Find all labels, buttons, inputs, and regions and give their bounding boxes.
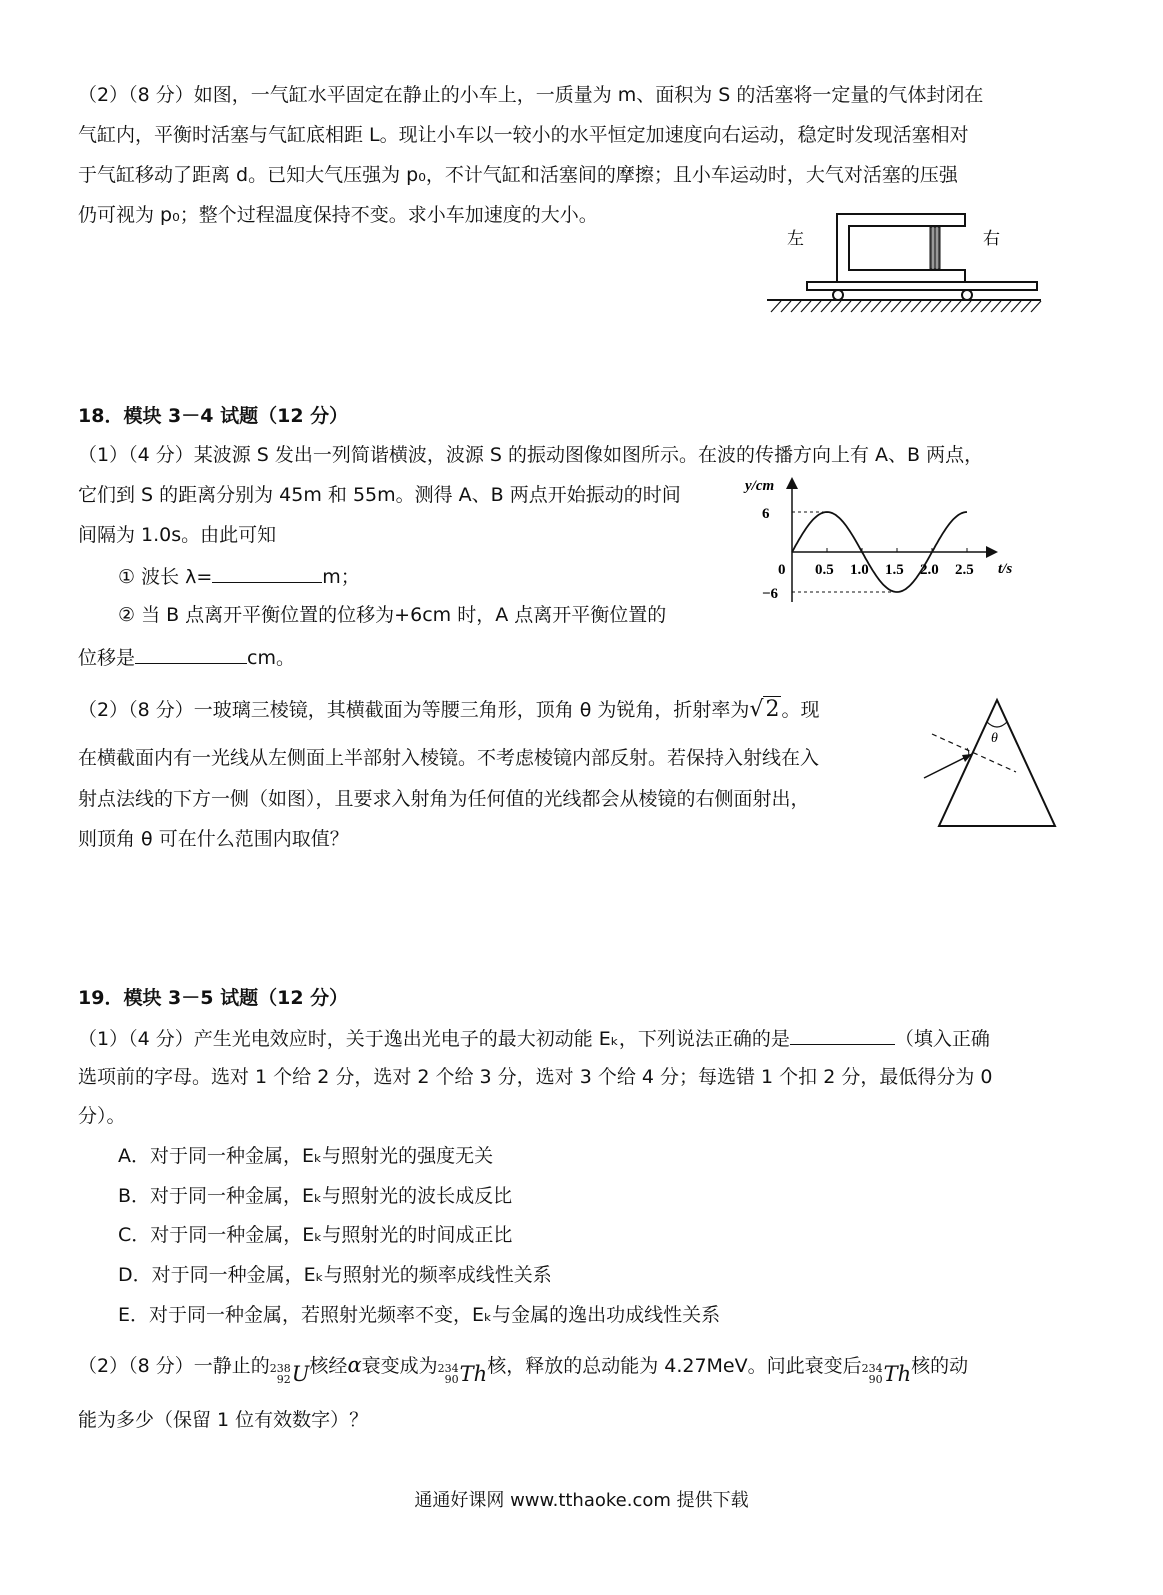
q18-p2-line2: 在横截面内有一光线从左侧面上半部射入棱镜。不考虑棱镜内部反射。若保持入射线在入 [78, 747, 820, 769]
fig-label-right: 右 [983, 229, 1000, 248]
x-tick-label: 0.5 [815, 562, 834, 578]
x-tick-label: 0 [778, 562, 786, 578]
q19-p2-e: 核的动 [911, 1355, 969, 1377]
u-symbol: U [291, 1362, 310, 1386]
q18-p2-line4: 则顶角 θ 可在什么范围内取值？ [78, 828, 349, 850]
option-e: E．对于同一种金属，若照射光频率不变，Eₖ与金属的逸出功成线性关系 [118, 1304, 721, 1326]
fig-label-left: 左 [787, 229, 804, 248]
q19-p2-line1 [78, 1352, 968, 1387]
option-a: A．对于同一种金属，Eₖ与照射光的强度无关 [118, 1145, 494, 1167]
thorium-nuclide-2 [862, 1361, 912, 1387]
q18-p2-line3: 射点法线的下方一侧（如图），且要求入射角为任何值的光线都会从棱镜的右侧面射出， [78, 788, 810, 810]
q19-p1-line2: 选项前的字母。选对 1 个给 2 分，选对 2 个给 3 分，选对 3 个给 4 分；每选错 1 个扣 2 分，最低得分为 0 [78, 1066, 993, 1088]
q18-p1-line2: 它们到 S 的距离分别为 45m 和 55m。测得 A、B 两点开始振动的时间 [78, 484, 681, 506]
answer-blank-displacement[interactable] [135, 643, 247, 664]
q19-p2-c: 衰变成为 [361, 1355, 438, 1377]
q19-heading: 19．模块 3－5 试题（12 分） [78, 987, 349, 1009]
q18-heading: 18．模块 3－4 试题（12 分） [78, 405, 349, 427]
x-axis-label: t/s [998, 561, 1013, 577]
x-tick-label: 2.0 [920, 562, 939, 578]
q18-item1 [118, 562, 360, 590]
q18-item1-prefix: ① 波长 λ= [118, 566, 213, 588]
q18-item2-line2-suffix: cm。 [247, 647, 295, 669]
q19-p1-line1-prefix: （1）（4 分）产生光电效应时，关于逸出光电子的最大初动能 Eₖ，下列说法正确的是 [78, 1028, 790, 1050]
q18-p1-line1: （1）（4 分）某波源 S 发出一列简谐横波，波源 S 的振动图像如图所示。在波的传播方向上有 A、B 两点， [78, 444, 984, 466]
q19-p1-line1 [78, 1024, 990, 1052]
q17-p2-line1: （2）（8 分）如图，一气缸水平固定在静止的小车上，一质量为 m、面积为 S 的活塞将一定量的气体封闭在 [78, 84, 984, 106]
q18-item2: ② 当 B 点离开平衡位置的位移为+6cm 时，A 点离开平衡位置的 [118, 604, 667, 626]
y-axis-label: y/cm [745, 478, 775, 494]
option-c: C．对于同一种金属，Eₖ与照射光的时间成正比 [118, 1224, 513, 1246]
option-d: D．对于同一种金属，Eₖ与照射光的频率成线性关系 [118, 1264, 552, 1286]
q17-p2-line3: 于气缸移动了距离 d。已知大气压强为 p₀，不计气缸和活塞间的摩擦；且小车运动时，大气对活塞的压强 [78, 164, 958, 186]
q19-p1-line1-suffix: （填入正确 [894, 1028, 990, 1050]
q18-p1-line3: 间隔为 1.0s。由此可知 [78, 524, 277, 546]
q19-p1-line3: 分）。 [78, 1105, 126, 1127]
sqrt-radicand: 2 [765, 697, 780, 722]
q18-item2-line2-prefix: 位移是 [78, 647, 136, 669]
q19-p2-line2: 能为多少（保留 1 位有效数字）？ [78, 1409, 369, 1431]
q19-p2-a: （2）（8 分）一静止的 [78, 1355, 270, 1377]
q17-p2-line4: 仍可视为 p₀；整个过程温度保持不变。求小车加速度的大小。 [78, 204, 598, 226]
alpha-symbol: α [347, 1353, 362, 1377]
y-tick-label: −6 [762, 586, 779, 602]
q18-item2-line2 [78, 643, 295, 671]
normal-line [932, 734, 1016, 772]
th2-symbol: Th [883, 1362, 912, 1386]
cart-cylinder-figure [765, 208, 1055, 316]
x-tick-label: 1.0 [850, 562, 869, 578]
answer-blank-options[interactable] [790, 1024, 895, 1045]
thorium-nuclide [438, 1361, 488, 1387]
q18-p2-line1-b: 。现 [781, 699, 820, 721]
th2-atomic-number: 90 [868, 1373, 883, 1386]
prism-figure [918, 692, 1068, 834]
footer-credit: 通通好课网 www.tthaoke.com 提供下载 [414, 1490, 749, 1511]
vibration-graph [735, 470, 1035, 620]
q19-p2-b: 核经 [309, 1355, 348, 1377]
th2-mass-number: 234 [861, 1362, 883, 1375]
q18-item1-suffix: m； [322, 566, 360, 588]
u-mass-number: 238 [269, 1362, 291, 1375]
th-symbol: Th [459, 1362, 488, 1386]
apex-angle-label: θ [991, 731, 998, 746]
q19-p2-d: 核，释放的总动能为 4.27MeV。问此衰变后 [487, 1355, 862, 1377]
sqrt-two: √2 [749, 697, 780, 722]
th-mass-number: 234 [437, 1362, 459, 1375]
q17-p2-line2: 气缸内，平衡时活塞与气缸底相距 L。现让小车以一较小的水平恒定加速度向右运动，稳定时发现活塞相对 [78, 124, 969, 146]
y-tick-label: 6 [762, 506, 770, 522]
option-b: B．对于同一种金属，Eₖ与照射光的波长成反比 [118, 1185, 513, 1207]
answer-blank-wavelength[interactable] [212, 562, 322, 583]
q18-p2-line1 [78, 697, 819, 723]
uranium-nuclide [270, 1361, 310, 1387]
q18-p2-line1-a: （2）（8 分）一玻璃三棱镜，其横截面为等腰三角形，顶角 θ 为锐角，折射率为 [78, 699, 750, 721]
th-atomic-number: 90 [444, 1373, 459, 1386]
x-tick-label: 1.5 [885, 562, 904, 578]
x-tick-label: 2.5 [955, 562, 974, 578]
u-atomic-number: 92 [276, 1373, 291, 1386]
